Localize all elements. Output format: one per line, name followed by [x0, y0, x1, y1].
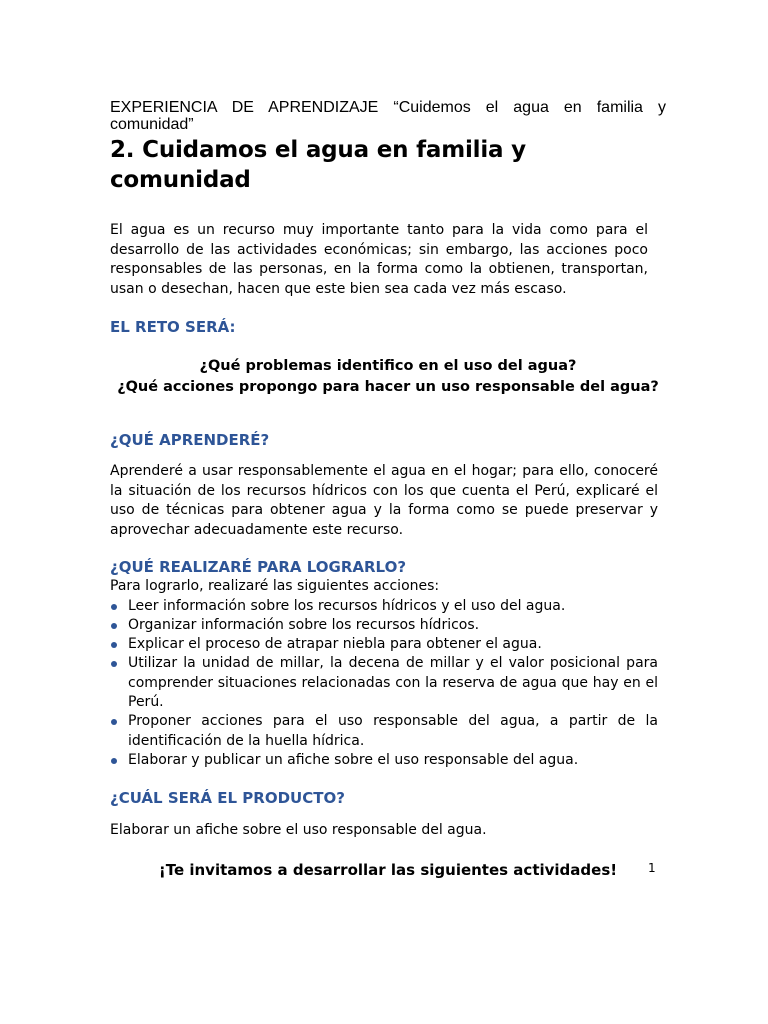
list-item-text: Organizar información sobre los recursos hídricos.	[128, 616, 480, 633]
list-item-text: Leer información sobre los recursos hídricos y el uso del agua.	[128, 597, 566, 614]
bullet-icon	[111, 623, 117, 629]
reto-heading: EL RETO SERÁ:	[110, 318, 236, 336]
list-item-text: Elaborar y publicar un afiche sobre el uso responsable del agua.	[128, 751, 579, 768]
list-item	[110, 751, 658, 770]
list-item-text: Utilizar la unidad de millar, la decena de millar y el valor posicional para comprender situaciones relacionadas con la reserva de agua que hay en el Perú.	[128, 655, 658, 710]
realizare-heading: ¿QUÉ REALIZARÉ PARA LOGRARLO?	[110, 558, 407, 576]
list-item-text: Explicar el proceso de atrapar niebla para obtener el agua.	[128, 636, 542, 653]
list-item	[110, 712, 658, 751]
experience-header-line2: comunidad”	[110, 116, 194, 133]
actions-list	[110, 597, 658, 771]
page-title: 2. Cuidamos el agua en familia y comunidad	[110, 137, 526, 193]
invitation-text: ¡Te invitamos a desarrollar las siguientes actividades!	[158, 860, 618, 879]
bullet-icon	[111, 719, 117, 725]
producto-paragraph: Elaborar un afiche sobre el uso responsable del agua.	[110, 822, 487, 839]
document-page	[110, 95, 666, 880]
bullet-icon	[111, 758, 117, 764]
reto-questions	[110, 356, 666, 398]
reto-question: ¿Qué problemas identifico en el uso del agua?	[199, 358, 577, 374]
list-item	[110, 597, 658, 616]
realizare-intro: Para lograrlo, realizaré las siguientes acciones:	[110, 578, 440, 594]
aprendere-heading: ¿QUÉ APRENDERÉ?	[110, 431, 270, 449]
bullet-icon	[111, 604, 117, 610]
bullet-icon	[111, 642, 117, 648]
experience-header-line1: EXPERIENCIA DE APRENDIZAJE “Cuidemos el agua en familia y	[110, 99, 666, 116]
page-number: 1	[648, 861, 656, 875]
list-item	[110, 616, 658, 635]
aprendere-paragraph: Aprenderé a usar responsablemente el agua en el hogar; para ello, conoceré la situación de los recursos hídricos con los que cuenta el Perú, explicaré el uso de técnicas para obtener agua y la forma como se puede preservar y aprovechar adecuadamente este recurso.	[110, 463, 658, 538]
bullet-icon	[111, 661, 117, 667]
list-item	[110, 654, 658, 712]
list-item	[110, 635, 658, 654]
experience-header	[110, 99, 666, 133]
producto-heading: ¿CUÁL SERÁ EL PRODUCTO?	[110, 789, 345, 808]
intro-paragraph: El agua es un recurso muy importante tanto para la vida como para el desarrollo de las actividades económicas; sin embargo, las acciones poco responsables de las personas, en la forma como la obtienen, transportan, usan o desechan, hacen que este bien sea cada vez más escaso.	[110, 222, 648, 297]
list-item-text: Proponer acciones para el uso responsable del agua, a partir de la identificación de la huella hídrica.	[128, 713, 658, 749]
reto-question: ¿Qué acciones propongo para hacer un uso responsable del agua?	[117, 379, 659, 395]
